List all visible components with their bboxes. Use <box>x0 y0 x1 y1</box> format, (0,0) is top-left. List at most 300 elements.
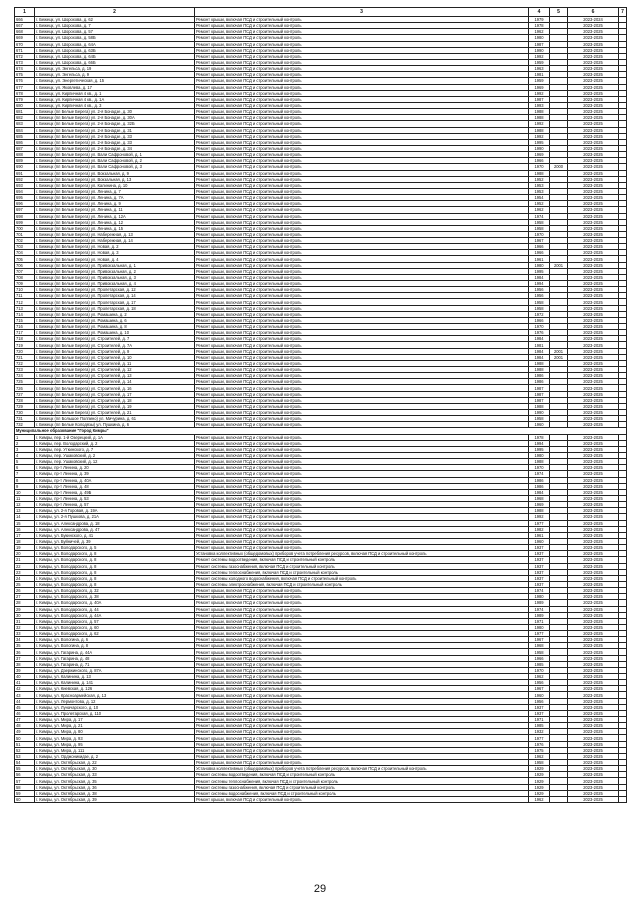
table-cell: Ремонт крыши, включая ПСД и строительный контроль <box>195 643 529 649</box>
table-cell: 1960 <box>529 422 550 428</box>
table-cell: Ремонт крыши, включая ПСД и строительный контроль <box>195 213 529 219</box>
table-cell: 13 <box>15 508 35 514</box>
table-cell: Ремонт крыши, включая ПСД и строительный контроль <box>195 379 529 385</box>
table-cell: г. Кимры, ул. Лермонтова, д. 12 <box>35 698 195 704</box>
table-cell: г. Бежецк (пл Белые Берега) ул. Строителей, д. 14 <box>35 379 195 385</box>
table-cell: 23 <box>15 569 35 575</box>
table-cell: 1956 <box>529 287 550 293</box>
table-cell: 2023-2025 <box>568 385 619 391</box>
table-cell: 2023-2025 <box>568 29 619 35</box>
table-cell: г. Бежецк (пл Белые Берега) ул. Привокзальная, д. 3 <box>35 274 195 280</box>
table-cell: 30 <box>15 612 35 618</box>
table-cell: 2023-2025 <box>568 379 619 385</box>
table-cell <box>550 796 568 802</box>
table-cell: 1987 <box>529 391 550 397</box>
table-cell: 682 <box>15 115 35 121</box>
table-cell: 722 <box>15 360 35 366</box>
table-cell: 1958 <box>529 299 550 305</box>
table-cell: 1987 <box>529 96 550 102</box>
table-cell: 1977 <box>529 735 550 741</box>
table-cell: Ремонт крыши, включая ПСД и строительный контроль <box>195 667 529 673</box>
page-number: 29 <box>313 883 327 895</box>
table-cell: г. Кимры, пр-т Ленина, д. 53 <box>35 495 195 501</box>
table-cell: г. Бежецк (пл Белые Берега) ул. Строителей, д. 10 <box>35 354 195 360</box>
column-header: 2 <box>35 8 195 17</box>
table-cell: 1959 <box>529 59 550 65</box>
table-cell: 2023-2025 <box>568 612 619 618</box>
table-cell: 2023-2025 <box>568 102 619 108</box>
table-cell: Ремонт крыши, включая ПСД и строительный контроль <box>195 72 529 78</box>
table-cell: 36 <box>15 649 35 655</box>
table-cell: 715 <box>15 317 35 323</box>
table-cell: Ремонт крыши, включая ПСД и строительный контроль <box>195 256 529 262</box>
table-cell: г. Бежецк (пл Белые Берега) ул. Строителей, д. 7 <box>35 336 195 342</box>
table-cell: Ремонт системы водоснабжения, включая ПСД и строительный контроль <box>195 790 529 796</box>
table-cell: г. Кимры, ул. Александрова, д. 47 <box>35 526 195 532</box>
table-cell: 49 <box>15 729 35 735</box>
table-cell: 2023-2025 <box>568 213 619 219</box>
table-cell: 1937 <box>529 569 550 575</box>
table-cell: 1988 <box>529 127 550 133</box>
table-cell: 681 <box>15 109 35 115</box>
table-cell: 702 <box>15 238 35 244</box>
table-cell: 1995 <box>529 446 550 452</box>
table-cell: 1956 <box>529 698 550 704</box>
table-cell: 1962 <box>529 207 550 213</box>
table-cell: 2023-2025 <box>568 569 619 575</box>
table-cell: Ремонт крыши, включая ПСД и строительный контроль <box>195 612 529 618</box>
table-cell: г. Кимры, пр-т Ленина, д. 40А <box>35 477 195 483</box>
table-cell: Ремонт системы электроснабжения, включая ПСД и строительный контроль <box>195 581 529 587</box>
table-cell: г. Бежецк (пл Белые Берега) ул. Вали Сафроновой, д. 1 <box>35 152 195 158</box>
table-cell: 57 <box>15 778 35 784</box>
table-cell: 2023-2025 <box>568 373 619 379</box>
table-cell: Ремонт крыши, включая ПСД и строительный контроль <box>195 410 529 416</box>
table-cell: 1961 <box>529 532 550 538</box>
table-cell: 695 <box>15 195 35 201</box>
table-cell: 711 <box>15 293 35 299</box>
table-cell: г. Кимры, ул. Пролетарская, д. 110 <box>35 710 195 716</box>
table-cell: Ремонт крыши, включая ПСД и строительный контроль <box>195 391 529 397</box>
table-cell: Ремонт крыши, включая ПСД и строительный контроль <box>195 680 529 686</box>
table-cell: 2023-2025 <box>568 606 619 612</box>
table-cell: 1953 <box>529 182 550 188</box>
table-cell: 1989 <box>529 612 550 618</box>
table-cell: г. Кимры, пр-т Ленина, д. 20 <box>35 465 195 471</box>
table-cell: 2023-2025 <box>568 735 619 741</box>
table-cell: 1937 <box>529 581 550 587</box>
table-cell: 2001 <box>550 354 568 360</box>
table-cell: 2023-2025 <box>568 133 619 139</box>
table-cell: 2023-2025 <box>568 698 619 704</box>
table-cell: 670 <box>15 41 35 47</box>
table-cell: Ремонт крыши, включая ПСД и строительный контроль <box>195 299 529 305</box>
table-cell: 2023-2025 <box>568 188 619 194</box>
table-cell: Ремонт крыши, включая ПСД и строительный контроль <box>195 231 529 237</box>
table-cell: Ремонт крыши, включая ПСД и строительный контроль <box>195 538 529 544</box>
table-cell: г. Кимры, ул. Октябрьская, д. 33 <box>35 772 195 778</box>
table-cell: г. Бежецк, ул. Шорохова, д. 63Б <box>35 47 195 53</box>
table-cell: 696 <box>15 201 35 207</box>
table-cell: 1956 <box>529 293 550 299</box>
table-cell: 2023-2025 <box>568 753 619 759</box>
table-cell: 2023-2025 <box>568 489 619 495</box>
table-cell: г. Кимры, ул. 2-я Горовая, д. 19А <box>35 508 195 514</box>
table-cell: 680 <box>15 102 35 108</box>
table-cell: г. Кимры, ул. Володарского, д. 8 <box>35 569 195 575</box>
table-cell: г. Кимры, ул. Мира, д. 95 <box>35 741 195 747</box>
table-cell: 1937 <box>529 575 550 581</box>
table-cell: 2023-2025 <box>568 526 619 532</box>
table-cell: г. Кимры, ул. Орджоникидзе, д. 2 <box>35 753 195 759</box>
table-cell: 1986 <box>529 379 550 385</box>
table-cell: 2023-2025 <box>568 686 619 692</box>
table-cell: 1952 <box>529 201 550 207</box>
table-cell: 26 <box>15 588 35 594</box>
table-cell: 1992 <box>529 121 550 127</box>
table-cell: 2023-2025 <box>568 35 619 41</box>
table-cell: Ремонт крыши, включая ПСД и строительный контроль <box>195 348 529 354</box>
table-cell: г. Кимры, ул. Калинина, д. 13 <box>35 674 195 680</box>
table-cell: Ремонт системы газоснабжения, включая ПСД и строительный контроль <box>195 563 529 569</box>
table-cell: 31 <box>15 618 35 624</box>
table-cell: Ремонт крыши, включая ПСД и строительный контроль <box>195 35 529 41</box>
column-header: 4 <box>529 8 550 17</box>
table-cell: 667 <box>15 23 35 29</box>
table-cell: 2023-2025 <box>568 250 619 256</box>
table-cell: 2023-2025 <box>568 121 619 127</box>
table-cell: 2023-2025 <box>568 766 619 772</box>
table-cell: 728 <box>15 397 35 403</box>
table-cell: 2023-2025 <box>568 784 619 790</box>
table-cell: 2023-2025 <box>568 127 619 133</box>
table-cell: 2023-2025 <box>568 649 619 655</box>
table-cell: г. Кимры, ул. Володарского, д. 5 <box>35 545 195 551</box>
table-cell: 2023-2025 <box>568 618 619 624</box>
table-cell: 2023-2025 <box>568 96 619 102</box>
table-cell: 2023-2025 <box>568 747 619 753</box>
table-cell: г. Кимры, пер. 1-й Озерецкий, д. 1А <box>35 434 195 440</box>
table-cell: 17 <box>15 532 35 538</box>
table-cell: 1985 <box>529 661 550 667</box>
table-cell: г. Кимры, ул. Вологина, д. 6 <box>35 637 195 643</box>
table-cell: г. Бежецк, ул. Энгельса, д. 9 <box>35 72 195 78</box>
table-cell: 683 <box>15 121 35 127</box>
table-cell: 11 <box>15 495 35 501</box>
table-cell: 28 <box>15 600 35 606</box>
table-cell: Ремонт крыши, включая ПСД и строительный контроль <box>195 23 529 29</box>
table-cell: Ремонт крыши, включая ПСД и строительный контроль <box>195 133 529 139</box>
table-cell: 716 <box>15 324 35 330</box>
table-cell: 1978 <box>529 434 550 440</box>
table-cell: 22 <box>15 563 35 569</box>
table-cell: 10 <box>15 489 35 495</box>
table-cell: 2023-2025 <box>568 201 619 207</box>
table-cell: Ремонт крыши, включая ПСД и строительный контроль <box>195 686 529 692</box>
table-cell: г. Бежецк (пл Белые Берега) ул. Ромашина, д. 2 <box>35 311 195 317</box>
table-cell: г. Кимры, ул. Володарского, д. 62 <box>35 631 195 637</box>
table-cell: 1989 <box>529 600 550 606</box>
table-cell: 673 <box>15 59 35 65</box>
table-cell: г. Бежецк, ул. Шорохова, д. 7 <box>35 23 195 29</box>
table-cell: г. Бежецк (пл Белые Берега) ул. Ленина, д. 7А <box>35 195 195 201</box>
table-cell: 1937 <box>529 551 550 557</box>
table-cell: г. Кимры, ул. Мира, д. 17 <box>35 717 195 723</box>
bezhetsk-rows <box>15 17 627 428</box>
table-cell: 691 <box>15 170 35 176</box>
table-cell: 2023-2025 <box>568 397 619 403</box>
table-cell: Ремонт крыши, включая ПСД и строительный контроль <box>195 176 529 182</box>
table-cell: 690 <box>15 164 35 170</box>
table-cell: 58 <box>15 784 35 790</box>
table-cell: г. Кимры, ул. Луначарского, д. 10 <box>35 704 195 710</box>
table-cell: 707 <box>15 268 35 274</box>
table-cell: Ремонт крыши, включая ПСД и строительный контроль <box>195 164 529 170</box>
table-cell: г. Кимры, ул. Буйничей, д. 39 <box>35 538 195 544</box>
table-cell: Ремонт крыши, включая ПСД и строительный контроль <box>195 115 529 121</box>
table-cell: г. Бежецк, ул. Шорохова, д. 62 <box>35 17 195 23</box>
table-cell: 4 <box>15 452 35 458</box>
table-cell: 712 <box>15 299 35 305</box>
table-cell: г. Кимры, пр-т Ленина, д. 49Б <box>35 489 195 495</box>
table-cell: 2023-2025 <box>568 723 619 729</box>
table-cell: 46 <box>15 710 35 716</box>
table-cell: 703 <box>15 244 35 250</box>
table-cell: 39 <box>15 667 35 673</box>
table-cell: Ремонт системы газоснабжения, включая ПСД и строительный контроль <box>195 784 529 790</box>
table-cell: г. Бежецк (пл Белые Берега) ул. 2-я Бонадзе, д. 32Б <box>35 121 195 127</box>
table-cell: 717 <box>15 330 35 336</box>
table-cell: Ремонт крыши, включая ПСД и строительный контроль <box>195 324 529 330</box>
table-cell: 2023-2025 <box>568 391 619 397</box>
table-cell: 1981 <box>529 342 550 348</box>
table-cell: Ремонт крыши, включая ПСД и строительный контроль <box>195 385 529 391</box>
table-cell: г. Кимры, пр-т Ленина, д. 48 <box>35 483 195 489</box>
table-cell: 2023-2025 <box>568 416 619 422</box>
table-cell: 2023-2024 <box>568 17 619 23</box>
table-cell: 2023-2025 <box>568 268 619 274</box>
table-cell: 2023-2025 <box>568 471 619 477</box>
table-cell: Ремонт крыши, включая ПСД и строительный контроль <box>195 594 529 600</box>
table-cell: 35 <box>15 643 35 649</box>
table-cell: 2001 <box>550 348 568 354</box>
table-cell: 1988 <box>529 403 550 409</box>
table-cell: 2023-2025 <box>568 575 619 581</box>
table-cell: 1980 <box>529 594 550 600</box>
table-cell: Ремонт крыши, включая ПСД и строительный контроль <box>195 710 529 716</box>
table-cell: 40 <box>15 674 35 680</box>
table-cell: 1985 <box>529 723 550 729</box>
table-cell: г. Бежецк (пл Белые Берега) ул. 2-я Бонадзе, д. 30 <box>35 109 195 115</box>
table-cell: г. Кимры, пер. Уткинского, д. 7 <box>35 446 195 452</box>
table-cell: г. Кимры, пр-т Ленина, д. 39 <box>35 471 195 477</box>
table-cell: 720 <box>15 348 35 354</box>
table-cell: Ремонт крыши, включая ПСД и строительный контроль <box>195 373 529 379</box>
table-cell: Ремонт крыши, включая ПСД и строительный контроль <box>195 508 529 514</box>
table-cell: 56 <box>15 772 35 778</box>
table-cell: Ремонт системы водоотведения, включая ПСД и строительный контроль <box>195 557 529 563</box>
table-cell: г. Бежецк (пл Белые Берега) ул. Строителей, д. 16 <box>35 385 195 391</box>
table-cell: 1974 <box>529 213 550 219</box>
table-cell: 1929 <box>529 790 550 796</box>
table-cell: 38 <box>15 661 35 667</box>
table-cell: 2023-2025 <box>568 459 619 465</box>
table-cell: 1980 <box>529 262 550 268</box>
table-cell: 3 <box>15 446 35 452</box>
table-cell: Ремонт крыши, включая ПСД и строительный контроль <box>195 90 529 96</box>
table-cell: Ремонт крыши, включая ПСД и строительный контроль <box>195 416 529 422</box>
table-cell: г. Кимры, пер. Володарский, д. 2 <box>35 440 195 446</box>
table-cell: 59 <box>15 790 35 796</box>
table-cell: Ремонт крыши, включая ПСД и строительный контроль <box>195 526 529 532</box>
table-cell: 48 <box>15 723 35 729</box>
table-cell: Ремонт крыши, включая ПСД и строительный контроль <box>195 452 529 458</box>
table-cell: 53 <box>15 753 35 759</box>
table-cell: 2023-2025 <box>568 182 619 188</box>
table-cell: 1967 <box>529 686 550 692</box>
table-cell: 2023-2025 <box>568 225 619 231</box>
table-cell: Ремонт крыши, включая ПСД и строительный контроль <box>195 336 529 342</box>
table-cell: г. Бежецк (пл Белые Берега) ул. 2-я Бонадзе, д. 33 <box>35 133 195 139</box>
table-cell: 1929 <box>529 772 550 778</box>
table-cell: г. Бежецк (пл Белые Берега) ул. Пролетарская, д. 18 <box>35 305 195 311</box>
table-cell: г. Бежецк (пл Белые Берега) ул. Набережная, д. 13 <box>35 231 195 237</box>
table-cell: 2023-2025 <box>568 262 619 268</box>
table-cell: 2023-2025 <box>568 477 619 483</box>
table-cell: 1969 <box>529 502 550 508</box>
table-cell: г. Бежецк (пл Белые Берега) ул. Ленина, д. 12 <box>35 219 195 225</box>
table-cell: 19 <box>15 545 35 551</box>
table-cell: Ремонт крыши, включая ПСД и строительный контроль <box>195 741 529 747</box>
table-cell: г. Кимры, ул. Киевская, д. 126 <box>35 686 195 692</box>
table-cell: 45 <box>15 704 35 710</box>
table-cell: 2023-2025 <box>568 760 619 766</box>
table-cell: 2023-2025 <box>568 790 619 796</box>
table-cell: 729 <box>15 403 35 409</box>
table-cell: г. Кимры, ул. 2-я Пушкова, д. 21А <box>35 514 195 520</box>
table-cell: 2023-2025 <box>568 299 619 305</box>
table-cell: 2023-2025 <box>568 631 619 637</box>
table-cell: г. Кимры, ул. Октябрьская, д. 36 <box>35 784 195 790</box>
table-cell: 2023-2025 <box>568 317 619 323</box>
table-cell: г. Кимры, ул. Мира, д. 80 <box>35 729 195 735</box>
table-cell: 5 <box>15 459 35 465</box>
table-cell: 1958 <box>529 225 550 231</box>
table-cell: 692 <box>15 176 35 182</box>
table-cell: 2023-2025 <box>568 655 619 661</box>
table-cell: 1929 <box>529 766 550 772</box>
table-cell: 2023-2025 <box>568 23 619 29</box>
table-cell: 1958 <box>529 416 550 422</box>
table-cell: г. Бежецк, ул. Кирпичная 4 кв., д. 1 <box>35 90 195 96</box>
table-cell: 1967 <box>529 637 550 643</box>
table-cell: 41 <box>15 680 35 686</box>
table-cell: 2023-2025 <box>568 514 619 520</box>
table-cell: г. Кимры, ул. Вологина, д. 8 <box>35 643 195 649</box>
table-cell: 1987 <box>529 41 550 47</box>
table-cell: 52 <box>15 747 35 753</box>
table-cell: г. Бежецк (пл Белые Берега) ул. Ромашина, д. 8 <box>35 324 195 330</box>
column-header: 7 <box>619 8 627 17</box>
table-cell: 1992 <box>529 90 550 96</box>
table-cell: 1977 <box>529 520 550 526</box>
table-cell: 25 <box>15 581 35 587</box>
table-cell: 1937 <box>529 545 550 551</box>
table-cell: Ремонт системы водоотведения, включая ПСД и строительный контроль <box>195 772 529 778</box>
table-cell: Ремонт крыши, включая ПСД и строительный контроль <box>195 514 529 520</box>
table-cell: 1988 <box>529 170 550 176</box>
table-cell: 55 <box>15 766 35 772</box>
table-cell: 2023-2025 <box>568 90 619 96</box>
table-cell: 678 <box>15 90 35 96</box>
table-cell: г. Кимры, ул. Володарского, д. 38 <box>35 594 195 600</box>
table-cell: Ремонт системы холодного водоснабжения, включая ПСД и строительный контроль <box>195 575 529 581</box>
table-cell: Ремонт крыши, включая ПСД и строительный контроль <box>195 606 529 612</box>
table-cell: 671 <box>15 47 35 53</box>
table-cell: 1992 <box>529 514 550 520</box>
table-cell: 1968 <box>529 643 550 649</box>
table-cell: Ремонт крыши, включая ПСД и строительный контроль <box>195 127 529 133</box>
table-cell: Ремонт крыши, включая ПСД и строительный контроль <box>195 661 529 667</box>
table-cell: 1994 <box>529 281 550 287</box>
table-cell: Ремонт крыши, включая ПСД и строительный контроль <box>195 225 529 231</box>
table-cell: Ремонт крыши, включая ПСД и строительный контроль <box>195 502 529 508</box>
table-cell: г. Бежецк (пл Белые Берега) ул. Ромашина, д. 10 <box>35 330 195 336</box>
table-cell: г. Бежецк (пл Белые Берега) ул. Новая, д. 3 <box>35 250 195 256</box>
table-cell: 6 <box>15 465 35 471</box>
table-cell: 677 <box>15 84 35 90</box>
table-cell: г. Кимры, ул. Гагарина, д. 71 <box>35 661 195 667</box>
table-cell: г. Кимры, ул. Володарского, д. 8 <box>35 551 195 557</box>
table-cell: г. Бежецк (пл Белые Берега) ул. Строителей, д. 11 <box>35 360 195 366</box>
table-cell: 668 <box>15 29 35 35</box>
table-cell: г. Бежецк (пл Белые Берега) ул. Пролетарская, д. 12 <box>35 287 195 293</box>
table-cell: г. Бежецк (пл Белые Берега) ул. Вали Сафроновой, д. 3 <box>35 164 195 170</box>
table-cell: г. Бежецк (пл Белые Берега) ул. Строителей, д. 18 <box>35 397 195 403</box>
table-cell: Ремонт крыши, включая ПСД и строительный контроль <box>195 434 529 440</box>
table-cell: 727 <box>15 391 35 397</box>
table-cell: Установка коллективных (общедомовых) приборов учета потребления ресурсов, включая ПСД и строительный контроль <box>195 551 529 557</box>
table-cell: 2023-2025 <box>568 152 619 158</box>
table-cell: г. Бежецк (пл Белые Берега) ул. Строителей, д. 19 <box>35 403 195 409</box>
table-cell: г. Кимры, ул. Букинского, д. 41 <box>35 532 195 538</box>
table-cell: Ремонт крыши, включая ПСД и строительный контроль <box>195 692 529 698</box>
table-cell: 1929 <box>529 778 550 784</box>
table-cell: г. Бежецк (пл Белые Берега) ул. Строителей, д. 13 <box>35 373 195 379</box>
table-cell: Ремонт крыши, включая ПСД и строительный контроль <box>195 631 529 637</box>
table-cell: 666 <box>15 17 35 23</box>
table-cell: 50 <box>15 735 35 741</box>
table-cell: 27 <box>15 594 35 600</box>
table-cell: 1974 <box>529 471 550 477</box>
table-cell: 1984 <box>529 348 550 354</box>
table-cell: 1959 <box>529 78 550 84</box>
table-cell: г. Бежецк (пл Белые Берега) ул. Строителей, д. 9 <box>35 348 195 354</box>
table-cell: г. Кимры, ул. Мира, д. 21 <box>35 723 195 729</box>
table-cell: 51 <box>15 741 35 747</box>
table-cell: г. Бежецк, ул. Шорохова, д. 57 <box>35 29 195 35</box>
table-cell: 704 <box>15 250 35 256</box>
table-cell: 1 <box>15 434 35 440</box>
table-cell: 29 <box>15 606 35 612</box>
table-cell: 723 <box>15 367 35 373</box>
table-cell: 1982 <box>529 526 550 532</box>
table-cell: г. Кимры, ул. Володарского, д. 44А <box>35 612 195 618</box>
table-cell: 2023-2025 <box>568 348 619 354</box>
table-cell: 2023-2025 <box>568 311 619 317</box>
table-cell: г. Бежецк (пл Белые Берега) ул. Вокзальная, д. 9 <box>35 170 195 176</box>
table-cell: Ремонт крыши, включая ПСД и строительный контроль <box>195 219 529 225</box>
